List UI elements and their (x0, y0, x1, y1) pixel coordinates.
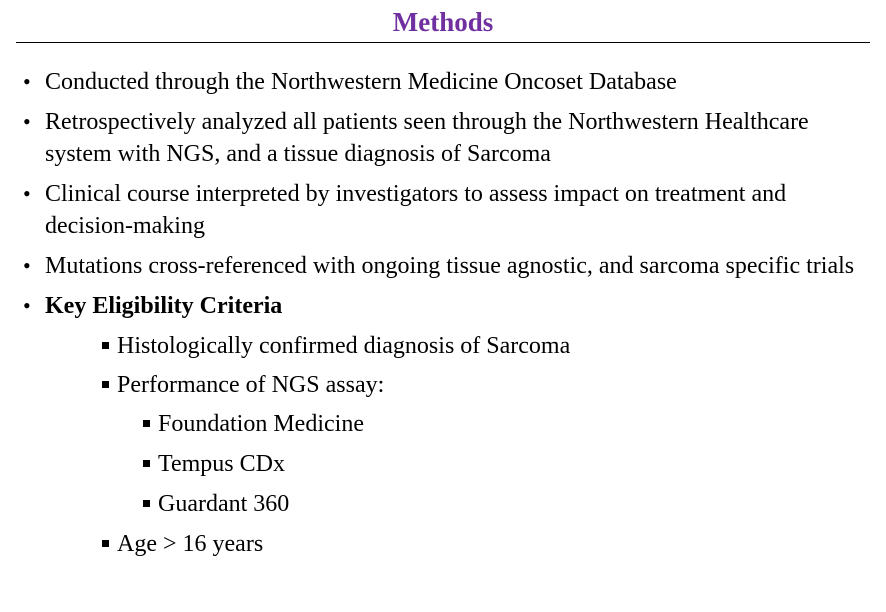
bullet-text: Conducted through the Northwestern Medicine Oncoset Database (45, 69, 677, 95)
slide-content (0, 66, 886, 567)
criteria-item (0, 369, 886, 401)
criteria-heading: Key Eligibility Criteria (45, 293, 283, 319)
square-bullet-icon (102, 381, 109, 388)
assay-text: Foundation Medicine (158, 411, 364, 437)
title-divider (16, 42, 870, 43)
assay-text: Tempus CDx (158, 451, 285, 477)
bullet-item (0, 66, 886, 98)
bullet-text: Mutations cross-referenced with ongoing tissue agnostic, and sarcoma specific trials (45, 253, 855, 279)
bullet-dot-icon: • (23, 69, 31, 94)
square-bullet-icon (102, 342, 109, 349)
bullet-dot-icon: • (23, 181, 31, 206)
square-bullet-icon (143, 460, 150, 467)
bullet-dot-icon: • (23, 109, 31, 134)
assay-text: Guardant 360 (158, 491, 290, 517)
bullet-item (0, 178, 886, 242)
slide-title: Methods (392, 7, 494, 37)
bullet-dot-icon: • (23, 253, 31, 278)
assay-item (0, 488, 886, 520)
square-bullet-icon (143, 420, 150, 427)
criteria-item (0, 330, 886, 362)
criteria-text: Histologically confirmed diagnosis of Sarcoma (117, 333, 571, 359)
square-bullet-icon (143, 500, 150, 507)
criteria-text: Age > 16 years (117, 531, 264, 557)
bullet-dot-icon: • (23, 293, 31, 318)
square-bullet-icon (102, 540, 109, 547)
assay-item (0, 408, 886, 440)
bullet-text: Clinical course interpreted by investigators to assess impact on treatment and decision-making (45, 181, 787, 239)
bullet-item (0, 106, 886, 170)
criteria-text: Performance of NGS assay: (117, 372, 385, 398)
criteria-heading-item (0, 290, 886, 322)
criteria-item (0, 528, 886, 560)
assay-item (0, 448, 886, 480)
bullet-item (0, 250, 886, 282)
bullet-text: Retrospectively analyzed all patients seen through the Northwestern Healthcare system with NGS, and a tissue diagnosis of Sarcoma (45, 109, 809, 167)
